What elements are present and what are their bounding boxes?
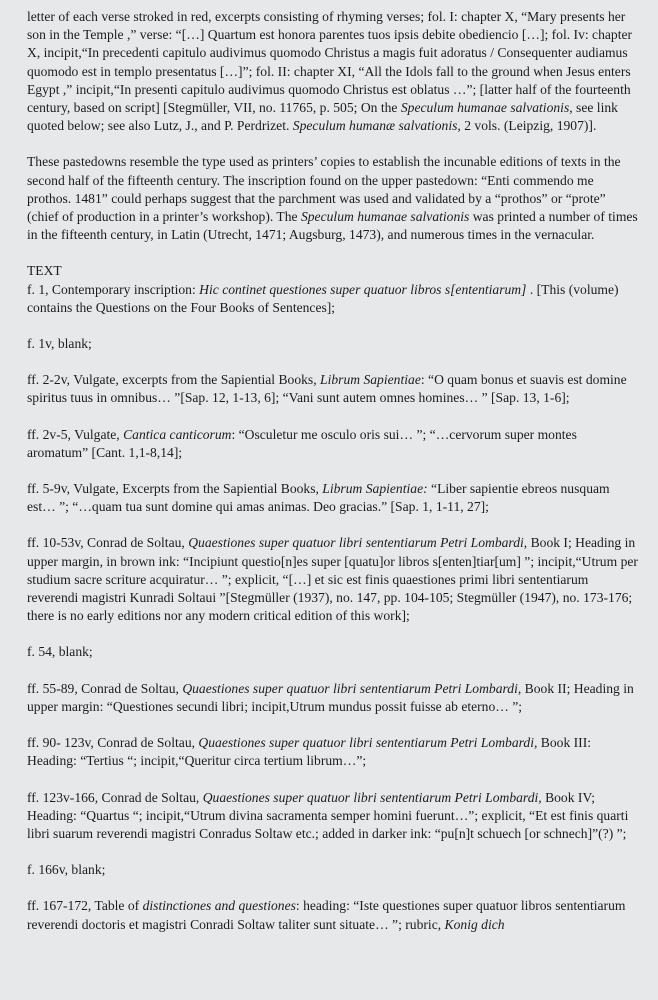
entry-ff10-53v <box>27 534 638 625</box>
paragraph-text: : “Osculetur me osculo oris sui… ”; “…cervorum super montes aromatum” [Cant. 1,1-8,14]; <box>27 426 577 460</box>
paragraph-text: ff. 5-9v, Vulgate, Excerpts from the Sapiential Books, <box>27 481 323 497</box>
paragraph-text: ff. 123v-166, Conrad de Soltau, <box>27 789 203 805</box>
paragraph-text: was printed a number of times in the fifteenth century, in Latin (Utrecht, 1471; Augsburg, 1473), and numerous times in the vernacular. <box>27 209 638 243</box>
paragraph-text: ff. 10-53v, Conrad de Soltau, <box>27 535 189 551</box>
italic-title-text: Speculum humanae salvationis <box>300 209 470 225</box>
italic-title-text: Quaestiones super quatuor libri sententiarum Petri Lombardi <box>182 680 518 696</box>
entry-ff2v-5 <box>27 426 638 462</box>
paragraph-text: ff. 90- 123v, Conrad de Soltau, <box>27 735 199 751</box>
paragraph-text: , see link quoted below; see also Lutz, J., and P. Perdrizet. <box>27 100 618 134</box>
paragraph-text: letter of each verse stroked in red, excerpts consisting of rhyming verses; fol. I: chapter X, “Mary presents her son in the Temple ,” verse: “[…] Quartum est honora parentes tuos ipsis debite obediencio […]; fol. Iv: chapter X, incipit,“In precedenti capitulo audivimus quomodo Christus a magis fuit adoratus / Consequenter audiamus quomodo est in templo presentatus […]”; fol. II: chapter XI, “All the Idols fall to the ground when Jesus enters Egypt ,” incipit,“In presenti capitulo audivimus quomodo Christus est oblatus …”; [latter half of the fourteenth century, based on script] [Stegmüller, VII, no. 11765, p. 505; On the <box>27 9 633 116</box>
paragraph-pastedowns <box>27 153 638 244</box>
italic-title-text: Quaestiones super quatuor libri sententiarum Petri Lombardi <box>188 535 524 551</box>
paragraph-text: . [This (volume) contains the Questions on the Four Books of Sentences]; <box>27 281 619 315</box>
paragraph-text: ff. 167-172, Table of <box>27 898 143 914</box>
entry-f54 <box>27 643 638 661</box>
paragraph-text: f. 166v, blank; <box>27 862 106 878</box>
paragraph-text: Book IV; Heading: “Quartus “; incipit,“Utrum divina sacramenta semper homini fuerunt…”; explicit, “Et est finis quarti libri suarum reverendi magistri Conradus Soltaw etc.; added in darker ink: “pu[n]t schuech [or schnech]”(?) ”; <box>27 789 629 841</box>
italic-title-text: Speculum humanæ salvationis <box>292 118 458 134</box>
paragraph-text: These pastedowns resemble the type used as printers’ copies to establish the incunable editions of texts in the second half of the fifteenth century. The inscription found on the upper pastedown: “Enti commendo me prothos. 1481” could perhaps suggest that the parchment was used and validated by a “prothos” or “prote” (chief of production in a printer’s workshop). The <box>27 154 621 225</box>
paragraph-text: “Liber sapientie ebreos nusquam est… ”; “…quam tua sunt domine qui amas animas. Deo gracias.” [Sap. 1, 1-11, 27]; <box>27 481 610 515</box>
paragraph-intro-cont <box>27 8 638 135</box>
text-entries-list <box>27 281 638 934</box>
intro-section <box>27 8 638 244</box>
italic-title-text: Librum Sapientiae <box>320 372 421 388</box>
entry-ff5-9v <box>27 480 638 516</box>
paragraph-text: ff. 55-89, Conrad de Soltau, <box>27 680 183 696</box>
paragraph-text: ff. 2-2v, Vulgate, excerpts from the Sapiential Books, <box>27 372 321 388</box>
text-section-heading: TEXT <box>27 263 62 279</box>
entry-ff90-123v <box>27 734 638 770</box>
paragraph-text: : heading: “Iste questiones super quatuor libros sententiarum reverendi doctoris et magistri Conradi Soltaw taliter sunt situate… ”; rubric, <box>27 898 626 932</box>
italic-title-text: Konig dich <box>444 916 505 932</box>
italic-title-text: Speculum humanae salvationis <box>400 100 570 116</box>
paragraph-text: , Book II; Heading in upper margin: “Questiones secundi libri; incipit,Utrum mundus possit fuisse ab eterno… ”; <box>27 680 634 714</box>
entry-ff123v-166 <box>27 789 638 844</box>
paragraph-text: , Book I; Heading in upper margin, in brown ink: “Incipiunt questio[n]es super [quatu]or libros s[enten]tiar[um] ”; incipit,“Utrum per studium sacre scriture acquiratur… ”; explicit, “[…] et sic est finis quaestiones primi libri sententiarum reverendi magistri Kunradi Soltaui ”[Stegmüller (1937), no. 147, pp. 104-105; Stegmüller (1947), no. 173-176; there is no early editions nor any modern critical edition of this work]; <box>27 535 638 624</box>
paragraph-text: f. 54, blank; <box>27 644 93 660</box>
italic-title-text: Quaestiones super quatuor libri sententiarum Petri Lombardi, <box>202 789 542 805</box>
paragraph-text: , 2 vols. (Leipzig, 1907)]. <box>457 118 597 134</box>
italic-title-text: Librum Sapientiae: <box>322 481 428 497</box>
paragraph-text: Book III: Heading: “Tertius “; incipit,“Queritur circa tertium librum…”; <box>27 735 592 769</box>
entry-f166v <box>27 861 638 879</box>
italic-title-text: Hic continet questiones super quatuor libros s[ententiarum] <box>199 281 527 297</box>
paragraph-text: f. 1, Contemporary inscription: <box>27 281 200 297</box>
entry-f1v <box>27 335 638 353</box>
paragraph-text: f. 1v, blank; <box>27 336 92 352</box>
paragraph-text: ff. 2v-5, Vulgate, <box>27 426 124 442</box>
italic-title-text: distinctiones and questiones <box>142 898 296 914</box>
paragraph-text: : “O quam bonus et suavis est domine spiritus tuus in omnibus… ”[Sap. 12, 1-13, 6]; “Vani sunt autem omnes homines… ” [Sap. 13, 1-6]; <box>27 372 627 406</box>
italic-title-text: Quaestiones super quatuor libri sententiarum Petri Lombardi, <box>198 735 538 751</box>
entry-f1 <box>27 281 638 317</box>
entry-ff167-172 <box>27 897 638 933</box>
entry-ff55-89 <box>27 680 638 716</box>
entry-ff2-2v <box>27 371 638 407</box>
italic-title-text: Cantica canticorum <box>123 426 232 442</box>
